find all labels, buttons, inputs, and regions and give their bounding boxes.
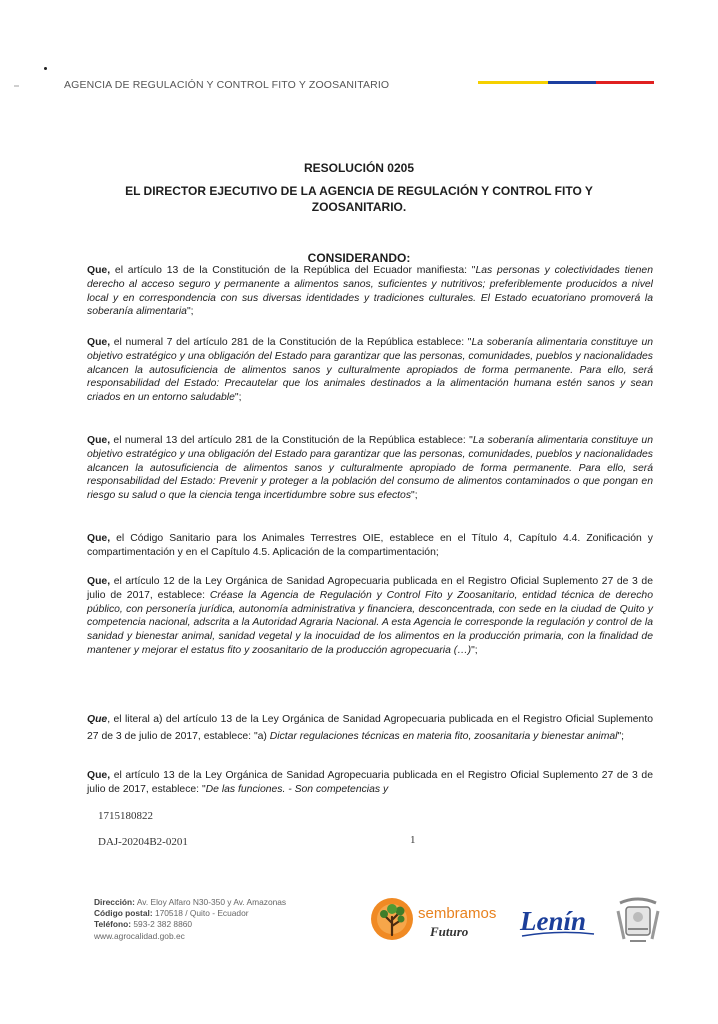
scan-speck xyxy=(14,85,19,87)
flag-red xyxy=(596,81,654,84)
flag-blue xyxy=(548,81,596,84)
svg-text:sembramos: sembramos xyxy=(418,905,497,922)
director-title: EL DIRECTOR EJECUTIVO DE LA AGENCIA DE REGULACIÓN Y CONTROL FITO Y ZOOSANITARIO. xyxy=(125,184,593,214)
svg-text:Futuro: Futuro xyxy=(430,924,469,939)
footer-contact xyxy=(94,897,286,942)
paragraph-1: Que, el artículo 13 de la Constitución de la República del Ecuador manifiesta: "Las personas y colectividades tienen derecho al acceso seguro y permanente a alimentos sanos, suficientes y nutritivos; preferiblemente producidos a nivel local y en correspondencia con sus diversas identidades y tradiciones culturales. El Estado ecuatoriano promoverá la soberanía alimentaria"; xyxy=(87,265,653,318)
coat-of-arms-icon xyxy=(614,895,662,947)
reference-number: 1715180822 xyxy=(98,810,153,822)
footer-postal: Código postal: 170518 / Quito - Ecuador xyxy=(94,908,249,919)
sembramos-futuro-logo xyxy=(370,893,510,945)
svg-text:Lenín: Lenín xyxy=(520,906,587,936)
resolution-title: RESOLUCIÓN 0205 xyxy=(303,161,415,175)
footer-phone: Teléfono: 593-2 382 8860 xyxy=(94,919,193,930)
paragraph-4: Que, el Código Sanitario para los Animales Terrestres OIE, establece en el Título 4, Capítulo 4.4. Zonificación y compartimentación y en el Capítulo 4.5. Aplicación de la compartimentación; xyxy=(87,533,653,558)
page-number: 1 xyxy=(410,834,416,846)
footer-address: Dirección: Av. Eloy Alfaro N30-350 y Av. Amazonas xyxy=(94,897,287,907)
paragraph-7: Que, el artículo 13 de la Ley Orgánica de Sanidad Agropecuaria publicada en el Registro Oficial Suplemento 27 de 3 de julio de 2017, establece: "De las funciones. - Son competencias y xyxy=(87,770,653,795)
flag-yellow xyxy=(478,81,548,84)
agency-header: AGENCIA DE REGULACIÓN Y CONTROL FITO Y ZOOSANITARIO xyxy=(64,79,390,91)
paragraph-2: Que, el numeral 7 del artículo 281 de la Constitución de la República establece: "La soberanía alimentaria constituye un objetivo estratégico y una obligación del Estado para garantizar que las personas, comunidades, pueblos y nacionalidades alcancen la autosuficiencia de alimentos sanos y culturalmente apropiados de forma permanente. Para ello, será responsabilidad del Estado: Precautelar que los animales destinados a la alimentación humana estén sanos y sean criados en un entorno saludable"; xyxy=(87,337,653,404)
lenin-signature-logo xyxy=(518,900,598,942)
document-code: DAJ-20204B2-0201 xyxy=(98,836,188,848)
paragraph-3: Que, el numeral 13 del artículo 281 de la Constitución de la República establece: "La soberanía alimentaria constituye un objetivo estratégico y una obligación del Estado para garantizar que las personas, comunidades, pueblos y nacionalidades alcancen la autosuficiencia de alimentos sanos y culturalmente apropiado de forma permanente. Para ello, será responsabilidad del Estado: Prevenir y proteger a la población del consumo de alimentos contaminados o que pongan en riesgo su salud o que la ciencia tenga incertidumbre sobre sus efectos"; xyxy=(87,435,653,502)
flag-stripe xyxy=(478,81,654,84)
considerando-heading: CONSIDERANDO: xyxy=(307,251,411,265)
paragraph-6: Que, el literal a) del artículo 13 de la Ley Orgánica de Sanidad Agropecuaria publicada en el Registro Oficial Suplemento 27 de 3 de julio de 2017, establece: "a) Dictar regulaciones técnicas en materia fito, zoosanitaria y bienestar animal"; xyxy=(87,714,653,742)
paragraph-5: Que, el artículo 12 de la Ley Orgánica de Sanidad Agropecuaria publicada en el Registro Oficial Suplemento 27 de 3 de julio de 2017, establece: Créase la Agencia de Regulación y Control Fito y Zoosanitario, entidad técnica de derecho público, con personería jurídica, autonomía administrativa y financiera, desconcentrada, con sede en la ciudad de Quito y competencia nacional, adscrita a la Autoridad Agraria Nacional. A esta Agencia le corresponde la regulación y control de la sanidad y bienestar animal, sanidad vegetal y la inocuidad de los alimentos en la producción primaria, con la finalidad de mantener y mejorar el estatus fito y zoosanitario de la producción agropecuaria (…)"; xyxy=(87,576,653,656)
footer-website[interactable]: www.agrocalidad.gob.ec xyxy=(94,930,185,941)
scan-speck xyxy=(44,67,47,70)
